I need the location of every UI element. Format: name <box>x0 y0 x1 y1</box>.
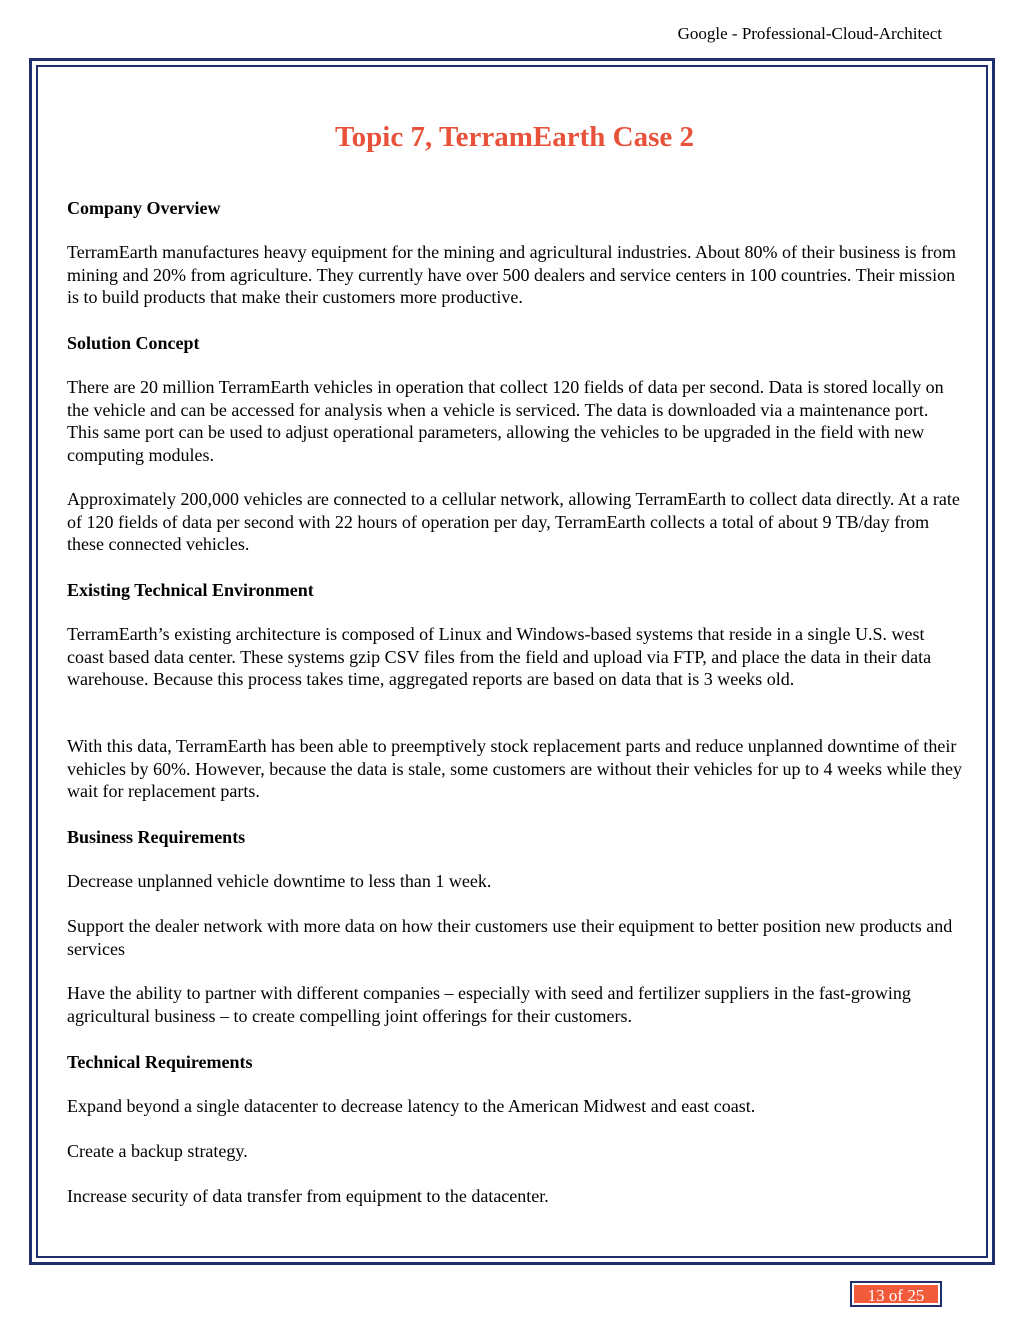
paragraph-company-overview: TerramEarth manufactures heavy equipment for the mining and agricultural industries. About 80% of their business is from mining and 20% from agriculture. They currently have over 500 dealers and service centers in 100 countries. Their mission is to build products that make their customers more productive. <box>67 242 957 307</box>
running-header: Google - Professional-Cloud-Architect <box>677 24 942 43</box>
paragraph-technical-requirement-3: Increase security of data transfer from equipment to the datacenter. <box>67 1186 549 1206</box>
paragraph-technical-requirement-1: Expand beyond a single datacenter to decrease latency to the American Midwest and east coast. <box>67 1096 756 1116</box>
heading-company-overview: Company Overview <box>67 198 221 218</box>
page-frame-inner <box>36 65 988 1258</box>
paragraph-solution-concept-2: Approximately 200,000 vehicles are connected to a cellular network, allowing TerramEarth to collect data directly. At a rate of 120 fields of data per second with 22 hours of operation per day, TerramEarth collects a total of about 9 TB/day from these connected vehicles. <box>67 489 960 554</box>
paragraph-technical-requirement-2: Create a backup strategy. <box>67 1141 248 1161</box>
document-title: Topic 7, TerramEarth Case 2 <box>334 121 695 153</box>
paragraph-business-requirement-1: Decrease unplanned vehicle downtime to less than 1 week. <box>67 871 492 891</box>
paragraph-business-requirement-3: Have the ability to partner with different companies – especially with seed and fertilizer suppliers in the fast-growing agricultural business – to create compelling joint offerings for their customers. <box>67 983 911 1026</box>
heading-solution-concept: Solution Concept <box>67 333 200 353</box>
page-number-badge <box>850 1281 942 1307</box>
heading-business-requirements: Business Requirements <box>67 827 246 847</box>
heading-existing-technical-environment: Existing Technical Environment <box>67 580 314 600</box>
page-frame <box>29 58 995 1265</box>
paragraph-existing-environment-1: TerramEarth’s existing architecture is composed of Linux and Windows-based systems that reside in a single U.S. west coast based data center. These systems gzip CSV files from the field and upload via FTP, and place the data in their data warehouse. Because this process takes time, aggregated reports are based on data that is 3 weeks old. <box>67 624 932 689</box>
paragraph-existing-environment-2: With this data, TerramEarth has been able to preemptively stock replacement parts and reduce unplanned downtime of their vehicles by 60%. However, because the data is stale, some customers are without their vehicles for up to 4 weeks while they wait for replacement parts. <box>67 736 963 801</box>
heading-technical-requirements: Technical Requirements <box>67 1052 253 1072</box>
paragraph-solution-concept-1: There are 20 million TerramEarth vehicles in operation that collect 120 fields of data per second. Data is stored locally on the vehicle and can be accessed for analysis when a vehicle is serviced. The data is downloaded via a maintenance port. This same port can be used to adjust operational parameters, allowing the vehicles to be upgraded in the field with new computing modules. <box>67 377 944 465</box>
paragraph-business-requirement-2: Support the dealer network with more data on how their customers use their equipment to better position new products and services <box>67 916 953 959</box>
page-number-label: 13 of 25 <box>854 1285 938 1303</box>
